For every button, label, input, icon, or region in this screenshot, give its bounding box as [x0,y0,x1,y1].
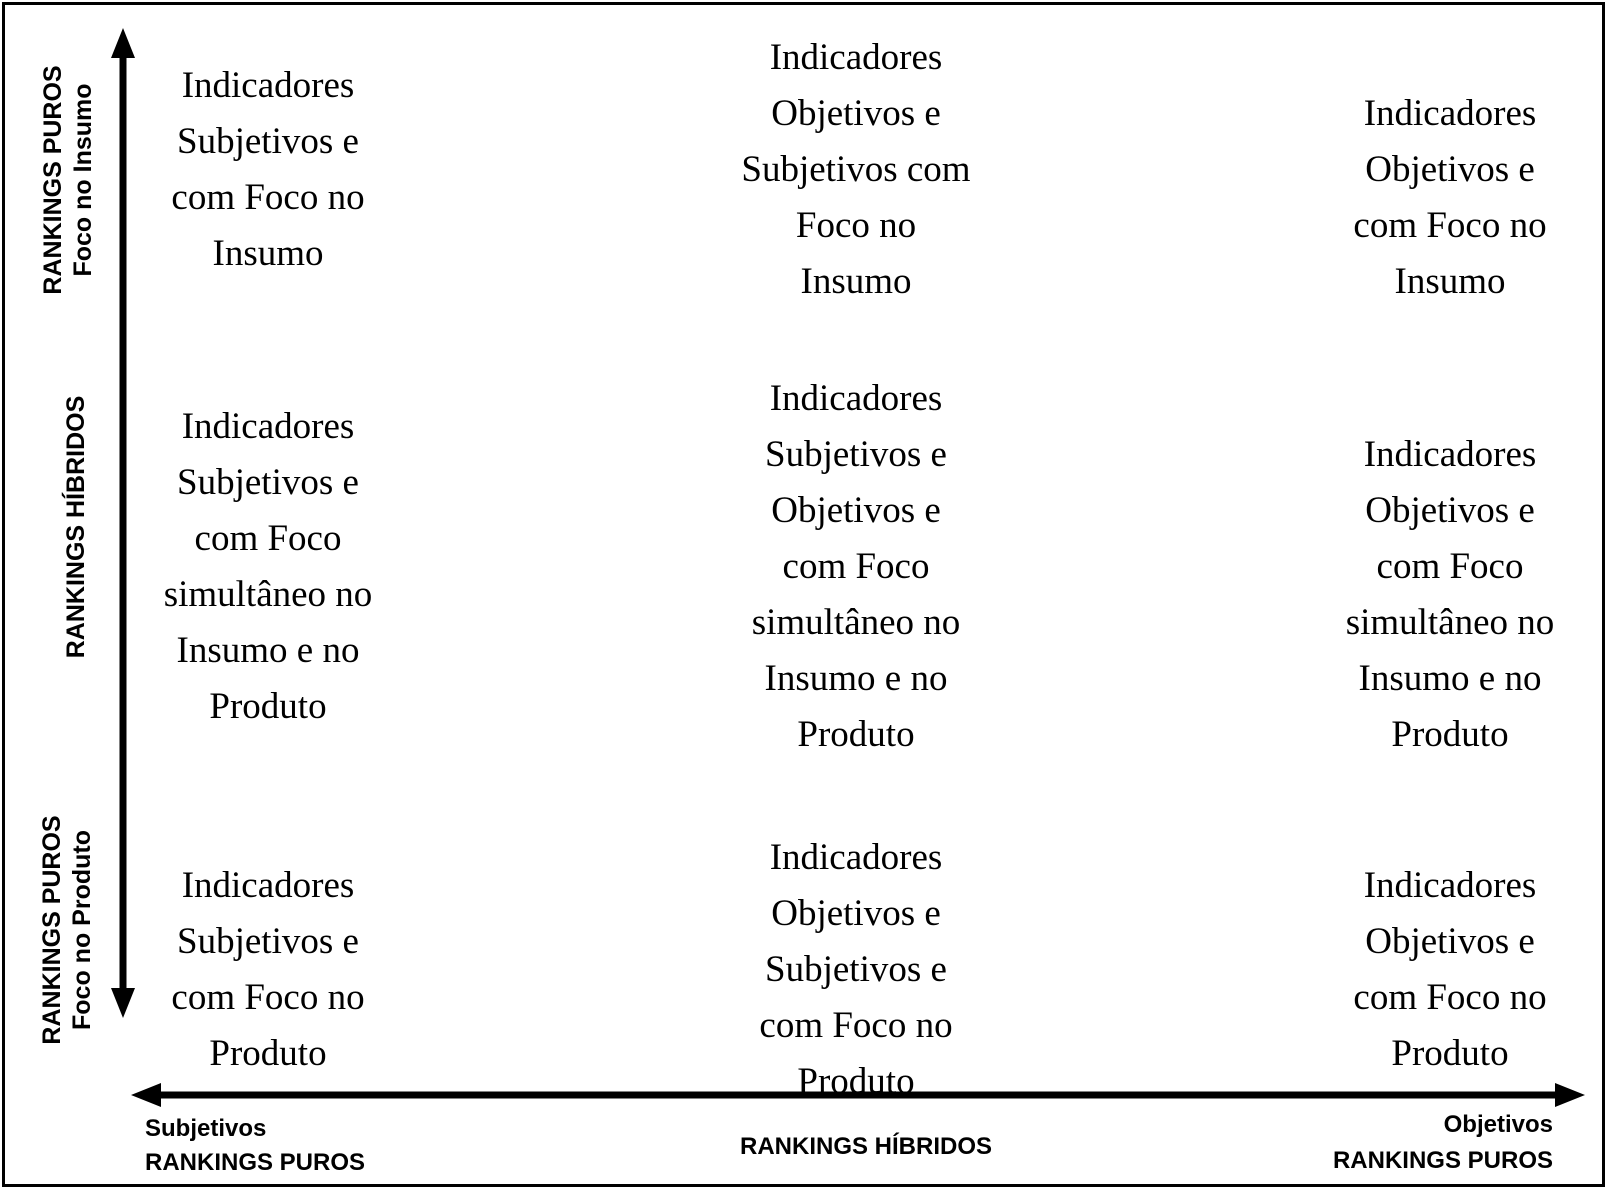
vertical-label-top-line1: RANKINGS PUROS [39,65,67,295]
matrix-cell-line: Indicadores [1363,93,1537,134]
horizontal-arrow-head-right [1555,1083,1585,1107]
horizontal-label-left [145,1112,365,1180]
matrix-cell-r2-c1 [118,399,418,735]
matrix-cell-r1-c3 [1300,86,1600,310]
horizontal-label-left-line2: RANKINGS PUROS [145,1149,366,1176]
matrix-cell-line: Indicadores [1363,865,1537,906]
matrix-cell-r2-c3 [1300,427,1600,763]
matrix-cell-line: Subjetivos e [765,434,947,475]
matrix-cell-line: Subjetivos e [765,949,947,990]
matrix-cell-r1-c2 [706,30,1006,310]
vertical-label-top-line2: Foco no Insumo [69,83,97,277]
matrix-cell-line: Foco no [795,205,917,246]
matrix-cell-line: Subjetivos e [177,921,359,962]
matrix-cell-line: Objetivos e [1365,490,1535,531]
vertical-label-bottom [37,815,97,1044]
matrix-cell-line: Insumo [1394,261,1506,302]
matrix-cell-line: Subjetivos e [177,121,359,162]
vertical-arrow-head-up [111,28,135,58]
matrix-cell-r3-c3 [1300,858,1600,1082]
matrix-cell-line: Indicadores [769,837,943,878]
matrix-cell-line: Objetivos e [771,893,941,934]
matrix-cell-line: com Foco no [171,977,365,1018]
matrix-cell-line: Indicadores [769,378,943,419]
vertical-label-top [38,65,98,294]
matrix-cell-line: Indicadores [181,865,355,906]
matrix-cell-line: Objetivos e [1365,921,1535,962]
matrix-cell-r3-c2 [706,830,1006,1110]
matrix-cell-line: Objetivos e [1365,149,1535,190]
matrix-cell-line: com Foco [782,546,930,587]
horizontal-arrow-head-left [131,1083,161,1107]
horizontal-label-right-line1: Objetivos [1443,1111,1553,1138]
matrix-cell-line: Insumo e no [1358,658,1542,699]
matrix-cell-r1-c1 [118,58,418,282]
matrix-cell-line: Insumo [800,261,912,302]
matrix-cell-line: Produto [1391,714,1509,755]
horizontal-label-center-line1: RANKINGS HÍBRIDOS [740,1133,993,1160]
matrix-cell-line: Produto [797,714,915,755]
matrix-cell-line: com Foco no [1353,977,1547,1018]
matrix-cell-r2-c2 [706,371,1006,763]
matrix-cell-line: com Foco no [1353,205,1547,246]
matrix-cell-line: Subjetivos e [177,462,359,503]
matrix-cell-line: com Foco no [171,177,365,218]
matrix-cell-line: Insumo e no [764,658,948,699]
matrix-cell-line: Objetivos e [771,93,941,134]
matrix-cell-line: Produto [797,1061,915,1102]
matrix-cell-line: Indicadores [1363,434,1537,475]
matrix-cell-line: Produto [209,1033,327,1074]
vertical-label-middle [61,396,91,659]
vertical-label-bottom-line1: RANKINGS PUROS [38,815,66,1045]
matrix-cell-line: Indicadores [181,65,355,106]
horizontal-label-left-line1: Subjetivos [145,1115,267,1142]
matrix-cell-line: simultâneo no [1345,602,1555,643]
horizontal-label-center [740,1130,992,1164]
matrix-cell-r3-c1 [118,858,418,1082]
matrix-cell-line: Produto [209,686,327,727]
matrix-cell-line: com Foco no [759,1005,953,1046]
matrix-cell-line: Produto [1391,1033,1509,1074]
vertical-label-middle-line1: RANKINGS HÍBRIDOS [62,395,90,659]
matrix-cell-line: simultâneo no [751,602,961,643]
matrix-cell-line: Objetivos e [771,490,941,531]
matrix-cell-line: simultâneo no [163,574,373,615]
horizontal-label-right-line2: RANKINGS PUROS [1332,1147,1553,1174]
matrix-cell-line: com Foco [1376,546,1524,587]
matrix-cell-line: Subjetivos com [741,149,971,190]
vertical-label-bottom-line2: Foco no Produto [68,830,96,1030]
matrix-cell-line: Indicadores [769,37,943,78]
matrix-cell-line: Insumo e no [176,630,360,671]
matrix-cell-line: Indicadores [181,406,355,447]
horizontal-label-right [1333,1107,1553,1179]
matrix-cell-line: com Foco [194,518,342,559]
matrix-cell-line: Insumo [212,233,324,274]
